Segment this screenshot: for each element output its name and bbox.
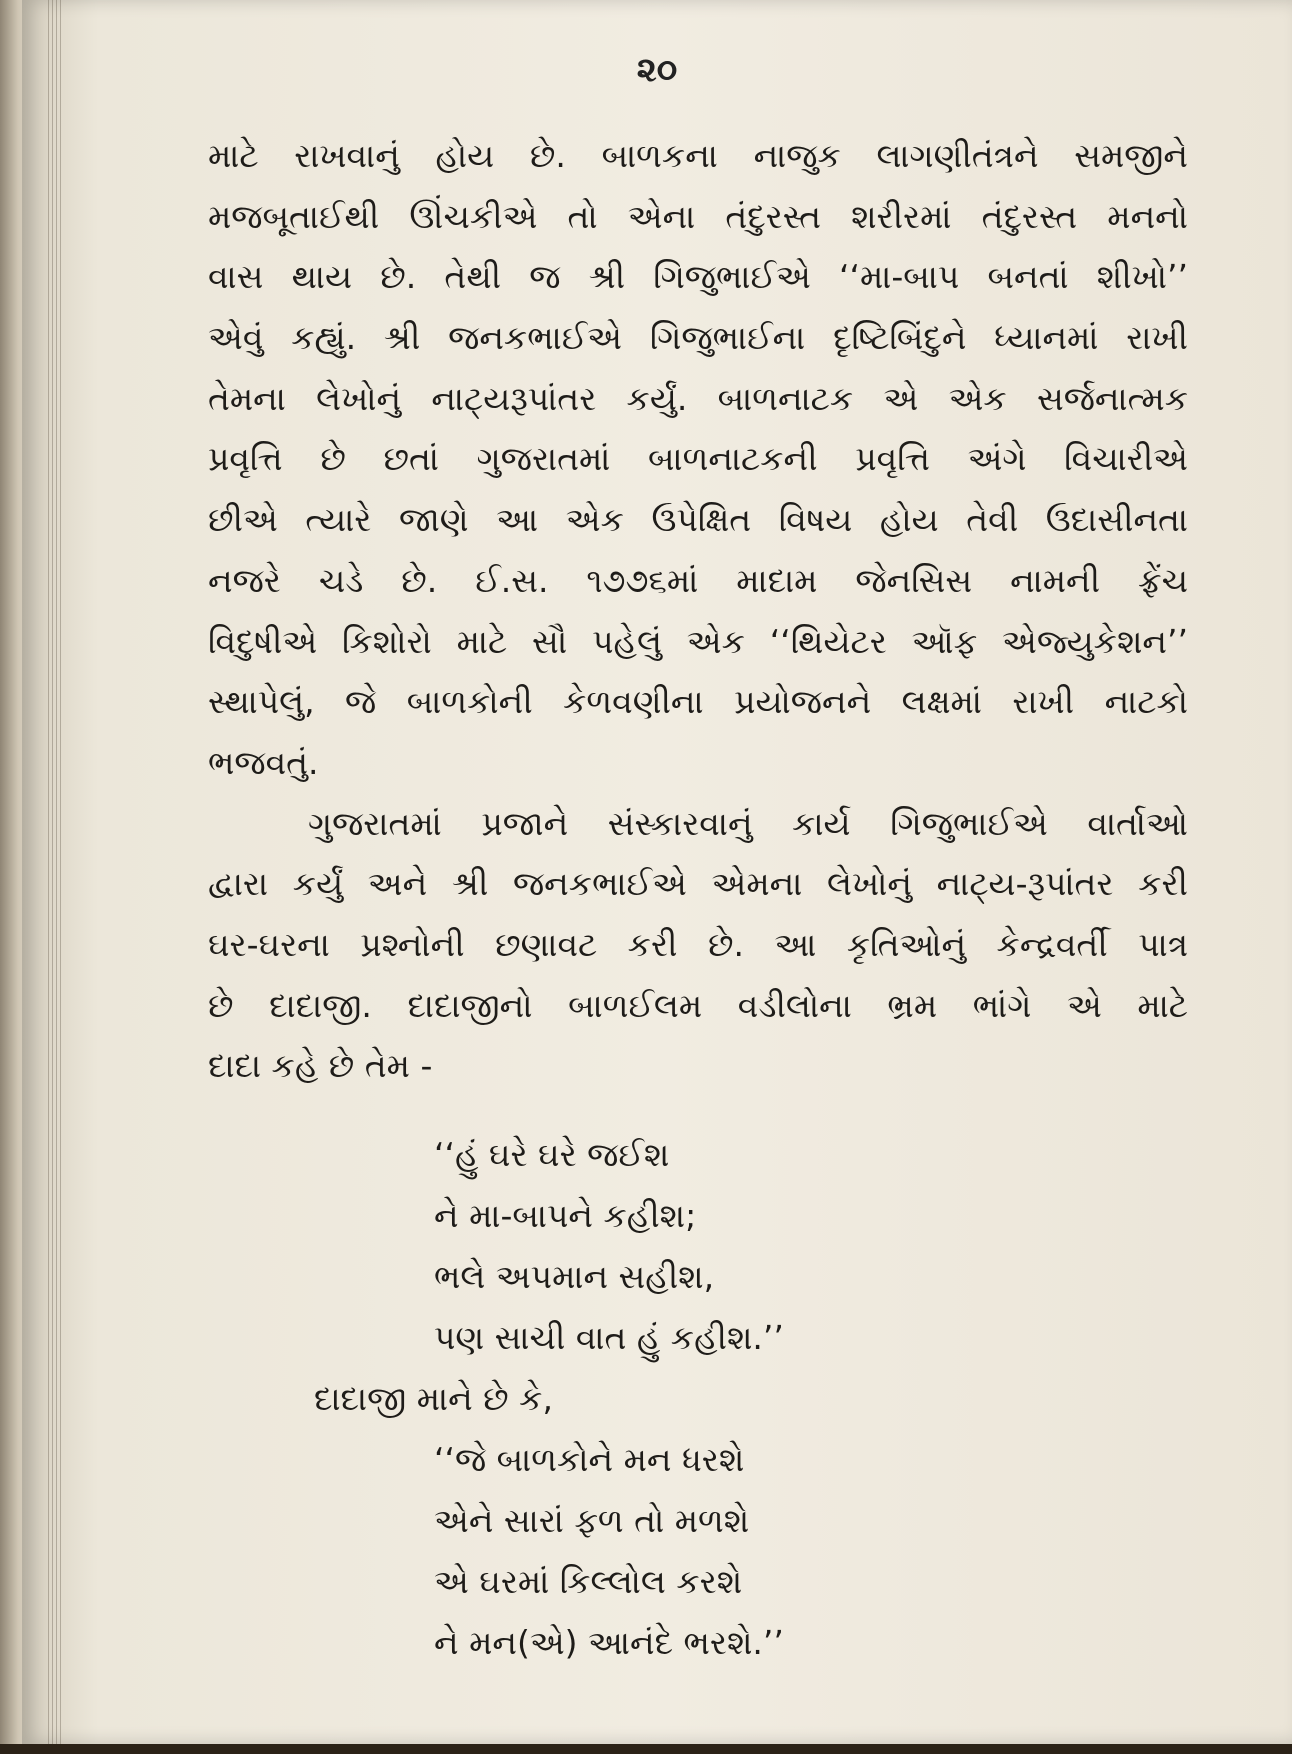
paragraph-2-line: ગુજરાતમાં પ્રજાને સંસ્કારવાનું કાર્ય ગિજુભાઈએ વાર્તાઓ	[308, 803, 1188, 843]
paragraph-1-line: માટે રાખવાનું હોય છે. બાળકના નાજુક લાગણીતંત્રને સમજીને	[208, 136, 1188, 175]
page-bottom-edge	[0, 1744, 1292, 1754]
verse-line: પણ સાચી વાત હું કહીશ.’’	[434, 1318, 784, 1357]
paragraph-1-line: એવું કહ્યું. શ્રી જનકભાઈએ ગિજુભાઈના દૃષ્ટિબિંદુને ધ્યાનમાં રાખી	[208, 318, 1188, 358]
paragraph-1-line: પ્રવૃત્તિ છે છતાં ગુજરાતમાં બાળનાટકની પ્રવૃત્તિ અંગે વિચારીએ	[208, 439, 1188, 479]
paragraph-1-line: નજરે ચડે છે. ઈ.સ. ૧૭૭૬માં માદામ જેનસિસ નામની ફ્રેંચ	[208, 560, 1188, 600]
verse-line: ને મા-બાપને કહીશ;	[434, 1196, 697, 1235]
paragraph-1-line: ભજવતું.	[208, 742, 319, 782]
paragraph-1-line: મજબૂતાઈથી ઊંચકીએ તો એના તંદુરસ્ત શરીરમાં તંદુરસ્ત મનનો	[208, 196, 1188, 236]
verse-line: ‘‘જે બાળકોને મન ધરશે	[434, 1440, 745, 1479]
paragraph-1-line: વાસ થાય છે. તેથી જ શ્રી ગિજુભાઈએ ‘‘મા-બાપ બનતાં શીખો’’	[208, 257, 1188, 297]
paragraph-2-line: દાદા કહે છે તેમ -	[208, 1046, 433, 1086]
verse-line: એ ઘરમાં કિલ્લોલ કરશે	[434, 1562, 743, 1601]
verse-1	[434, 1124, 784, 1368]
verse-line: ભલે અપમાન સહીશ,	[434, 1257, 715, 1296]
paragraph-2-line: છે દાદાજી. દાદાજીનો બાળઈલમ વડીલોના ભ્રમ ભાંગે એ માટે	[208, 985, 1188, 1025]
verse-line: ને મન(એ) આનંદે ભરશે.’’	[434, 1623, 784, 1662]
paragraph-1-line: છીએ ત્યારે જાણે આ એક ઉપેક્ષિત વિષય હોય તેવી ઉદાસીનતા	[208, 500, 1188, 540]
paragraph-2-line: દ્વારા કર્યું અને શ્રી જનકભાઈએ એમના લેખોનું નાટ્ય-રૂપાંતર કરી	[208, 864, 1188, 904]
body-text	[208, 126, 1188, 1097]
book-page	[22, 0, 1292, 1744]
paragraph-1-line: તેમના લેખોનું નાટ્યરૂપાંતર કર્યું. બાળનાટક એ એક સર્જનાત્મક	[208, 378, 1188, 418]
verse-2	[434, 1429, 784, 1673]
paragraph-1-line: વિદુષીએ કિશોરો માટે સૌ પહેલું એક ‘‘થિયેટર ઑફ એજ્યુકેશન’’	[208, 621, 1188, 661]
verse-line: એને સારાં ફળ તો મળશે	[434, 1501, 750, 1540]
paragraph-1-line: સ્થાપેલું, જે બાળકોની કેળવણીના પ્રયોજનને લક્ષમાં રાખી નાટકો	[208, 682, 1188, 722]
page-number: ૨૦	[636, 50, 678, 90]
page-edge-lines	[48, 0, 62, 1744]
paragraph-2-line: ઘર-ઘરના પ્રશ્નોની છણાવટ કરી છે. આ કૃતિઓનું કેન્દ્રવર્તી પાત્ર	[208, 924, 1188, 964]
verse-line: ‘‘હું ઘરે ઘરે જઈશ	[434, 1135, 670, 1174]
verse-2-intro: દાદાજી માને છે કે,	[314, 1379, 553, 1418]
